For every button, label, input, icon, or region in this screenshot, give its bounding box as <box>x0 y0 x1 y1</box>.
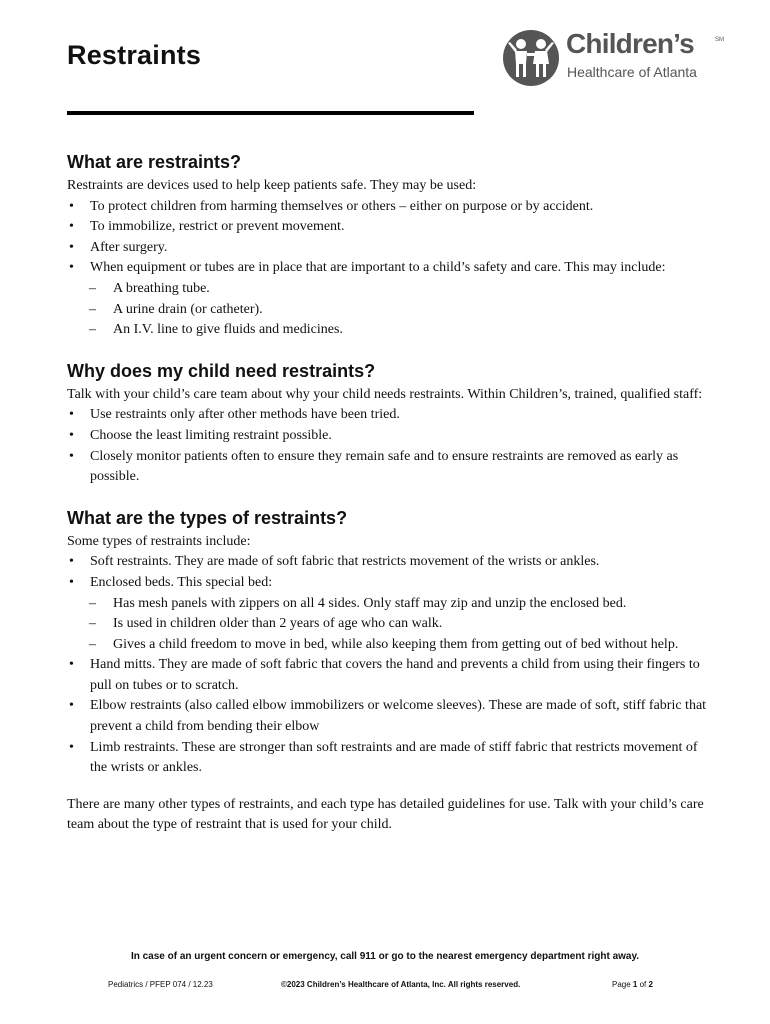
section-types-of-restraints <box>67 504 707 779</box>
list-item: • After surgery. <box>67 238 707 259</box>
list-item: • To protect children from harming themselves or others – either on purpose or by accident. <box>67 197 707 218</box>
footer-document-code: Pediatrics / PFEP 074 / 12.23 <box>108 980 213 989</box>
emergency-notice: In case of an urgent concern or emergency, call 911 or go to the nearest emergency department right away. <box>130 951 640 962</box>
sub-list-item: – A urine drain (or catheter). <box>67 300 707 321</box>
title-underline <box>67 111 474 115</box>
list-item: • Closely monitor patients often to ensure they remain safe and to ensure restraints are removed as early as possible. <box>67 447 707 488</box>
page-separator: of <box>639 980 647 989</box>
closing-paragraph: There are many other types of restraints, and each type has detailed guidelines for use. Talk with your child’s care team about the type of restraint that is used for your child. <box>67 796 704 833</box>
list-item: • Elbow restraints (also called elbow immobilizers or welcome sleeves). These are made of soft, stiff fabric that prevent a child from bending their elbow <box>67 696 707 737</box>
sub-list <box>67 279 707 341</box>
list-item: • Use restraints only after other methods have been tried. <box>67 405 707 426</box>
bullet-list <box>67 655 707 779</box>
list-item <box>67 573 707 594</box>
list-item <box>67 258 707 279</box>
list-item: • Choose the least limiting restraint possible. <box>67 426 707 447</box>
sub-list-item: – Is used in children older than 2 years of age who can walk. <box>67 614 707 635</box>
sub-list-item: – A breathing tube. <box>67 279 707 300</box>
list-item: • To immobilize, restrict or prevent movement. <box>67 217 707 238</box>
section-intro: Restraints are devices used to help keep patients safe. They may be used: <box>67 178 477 193</box>
sub-list <box>67 594 707 656</box>
list-item-text: Enclosed beds. This special bed: <box>90 574 273 590</box>
footer-copyright: ©2023 Children’s Healthcare of Atlanta, Inc. All rights reserved. <box>281 980 521 989</box>
section-intro: Talk with your child’s care team about why your child needs restraints. Within Children’s, trained, qualified staff: <box>67 386 703 402</box>
sub-list-item: – Gives a child freedom to move in bed, while also keeping them from getting out of bed without help. <box>67 635 707 656</box>
sub-list-item: – Has mesh panels with zippers on all 4 sides. Only staff may zip and unzip the enclosed bed. <box>67 594 707 615</box>
section-heading: What are the types of restraints? <box>67 507 348 528</box>
document-body <box>67 148 707 836</box>
bullet-list <box>67 552 707 593</box>
footer-page-number <box>612 980 653 989</box>
list-item: • Soft restraints. They are made of soft fabric that restricts movement of the wrists or ankles. <box>67 552 707 573</box>
list-item: • Hand mitts. They are made of soft fabric that covers the hand and prevents a child from using their fingers to pull on tubes or to scratch. <box>67 655 707 696</box>
bullet-list <box>67 405 707 487</box>
page-title: Restraints <box>67 40 202 70</box>
list-item: • Limb restraints. These are stronger than soft restraints and are made of stiff fabric that restricts movement of the wrists or ankles. <box>67 738 707 779</box>
page-label: Page <box>612 980 631 989</box>
section-heading: Why does my child need restraints? <box>67 360 376 381</box>
bullet-list <box>67 197 707 279</box>
sub-list-item: – An I.V. line to give fluids and medicines. <box>67 320 707 341</box>
list-item-text: When equipment or tubes are in place that are important to a child’s safety and care. This may include: <box>90 260 666 276</box>
section-why-restraints <box>67 357 707 488</box>
logo-name: Children’s <box>566 28 694 59</box>
section-what-are-restraints <box>67 148 707 341</box>
children-figures-icon <box>502 29 560 87</box>
page-current: 1 <box>632 980 638 989</box>
logo-service-mark: SM <box>715 37 724 43</box>
section-intro: Some types of restraints include: <box>67 533 251 549</box>
page-total: 2 <box>648 980 653 989</box>
logo-subtitle: Healthcare of Atlanta <box>567 64 697 80</box>
childrens-healthcare-logo <box>502 27 732 91</box>
section-heading: What are restraints? <box>67 152 242 172</box>
